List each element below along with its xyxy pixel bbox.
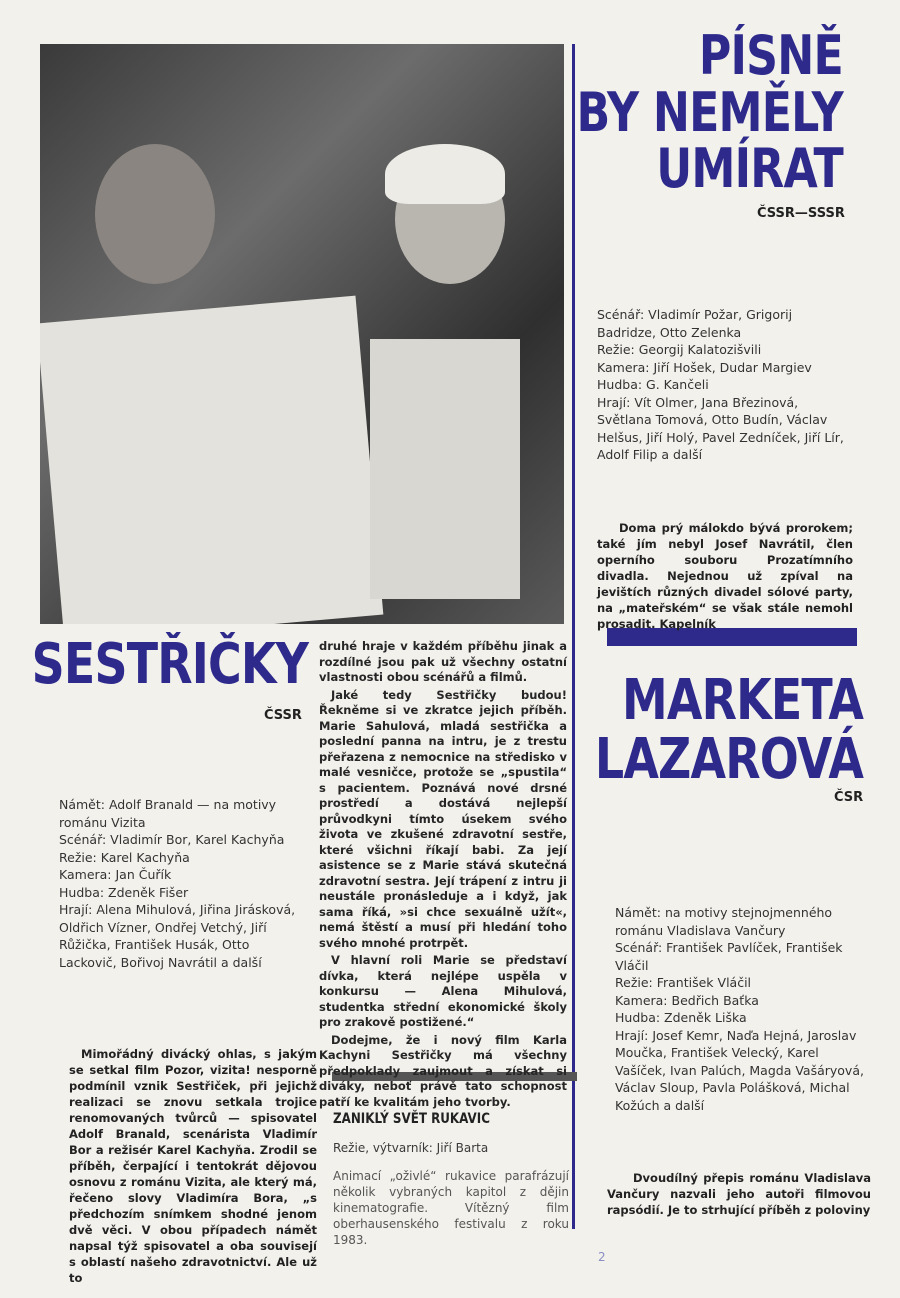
film2-body-p3: V hlavní roli Marie se představí dívka, která nejlépe uspěla v konkursu — Alena Mihulová, studentka střední ekonomické školy pro zrakově postižené.“ xyxy=(319,953,567,1029)
film2-body-p2: Jaké tedy Sestřičky budou! Řekněme si ve zkratce jejich příběh. Marie Sahulová, mladá sestřička a poslední panna na intru, je z trestu přeřazena z nemocnice na středisko v malé vesničce, protože se „spustila“ s pacientem. Poznává nové drsné prostředí a dostává nejlepší průvodkyni tímto úsekem svého života ve zkušené zdravotní sestře, které všichni říkají babi. Za její asistence se z Marie stává skutečná zdravotní sestra. Její trápení z intru ji neustále pronásleduje a i když, jak sama říká, »si chce sexuálně užít«, nemá štěstí a musí při hledání toho svého mnohé protrpět. xyxy=(319,687,567,950)
vertical-divider xyxy=(572,44,575,1229)
film3-country: ČSR xyxy=(834,790,864,805)
short-text: Animací „oživlé“ rukavice parafrázují několik vybraných kapitol z dějin kinematografie. Vítězný film oberhausenského festivalu z roku 1983. xyxy=(333,1169,569,1247)
film2-body-p4: Dodejme, že i nový film Karla Kachyni Sestřičky má všechny předpoklady zaujmout a získat si diváky, neboť právě tato schopnost patří ke kvalitám jeho tvorby. xyxy=(319,1032,567,1109)
film1-credits: Scénář: Vladimír Požar, Grigorij Badridze, Otto Zelenka Režie: Georgij Kalatozišvili Kamera: Jiří Hošek, Dudar Margiev Hudba: G. Kančeli Hrají: Vít Olmer, Jana Březinová, Světlana Tomová, Otto Budín, Václav Helšus, Jiří Holý, Pavel Zedníček, Jiří Lír, Adolf Filip a další xyxy=(597,307,844,462)
film1-country: ČSSR—SSSR xyxy=(757,206,845,221)
photo-figure-left xyxy=(95,144,215,284)
photo-embroidered-cloth xyxy=(40,296,383,624)
film2-body xyxy=(319,639,567,1110)
film-still-photo xyxy=(40,44,564,624)
film1-synopsis: Doma prý málokdo bývá prorokem; také jím nebyl Josef Navrátil, člen operního souboru Prozatímního divadla. Nejednou už zpíval na jevištích různých divadel sólové party, na „mateřském“ se však stále nemohl prosadit. Kapelník xyxy=(597,521,853,631)
photo-bonnet xyxy=(385,144,505,204)
film2-credits: Námět: Adolf Branald — na motivy románu Vizita Scénář: Vladimír Bor, Karel Kachyňa Režie: Karel Kachyňa Kamera: Jan Čuřík Hudba: Zdeněk Fišer Hrají: Alena Mihulová, Jiřina Jirásková, Oldřich Vízner, Ondřej Vetchý, Jiří Růžička, František Husák, Otto Lackovič, Bořivoj Navrátil a další xyxy=(59,797,296,970)
page-number: 2 xyxy=(598,1250,606,1264)
short-title: ZANIKLÝ SVĚT RUKAVIC xyxy=(333,1111,490,1127)
photo-white-cloth xyxy=(370,339,520,599)
film2-intro: Mimořádný divácký ohlas, s jakým se setkal film Pozor, vizita! nesporně podmínil vznik Sestřiček, při jejichž realizaci se znovu setkala trojice renomovaných tvůrců — spisovatel Adolf Branald, scenárista Vladimír Bor a režisér Karel Kachyňa. Zrodil se příběh, čerpající i tentokrát dějovou osnovu z románu Vizita, ale který má, řečeno slovy Vladimíra Bora, „s předchozím snímkem shodné jenom dvě věci. V obou případech námět napsal týž spisovatel a oba souvisejí s oblastí našeho zdravotnictví. Ale už to xyxy=(69,1047,317,1285)
film2-title: SESTŘIČKY xyxy=(31,632,308,697)
film3-credits: Námět: na motivy stejnojmenného románu Vladislava Vančury Scénář: František Pavlíček, František Vláčil Režie: František Vláčil Kamera: Bedřich Baťka Hudba: Zdeněk Liška Hrají: Josef Kemr, Naďa Hejná, Jaroslav Moučka, František Velecký, Karel Vašíček, Ivan Palúch, Magda Vašáryová, Václav Sloup, Pavla Polášková, Michal Kožúch a další xyxy=(615,905,864,1113)
film3-title: MARKETA LAZAROVÁ xyxy=(594,668,863,792)
film1-title: PÍSNĚ BY NEMĚLY UMÍRAT xyxy=(576,24,843,201)
short-credit: Režie, výtvarník: Jiří Barta xyxy=(333,1141,489,1155)
film2-body-p1: druhé hraje v každém příběhu jinak a rozdílné jsou pak už všechny ostatní vlastnosti obou scénářů a filmů. xyxy=(319,639,567,684)
film2-country: ČSSR xyxy=(264,708,302,723)
film3-synopsis: Dvoudílný přepis románu Vladislava Vančury nazvali jeho autoři filmovou rapsódií. Je to strhující příběh z poloviny xyxy=(607,1171,871,1217)
